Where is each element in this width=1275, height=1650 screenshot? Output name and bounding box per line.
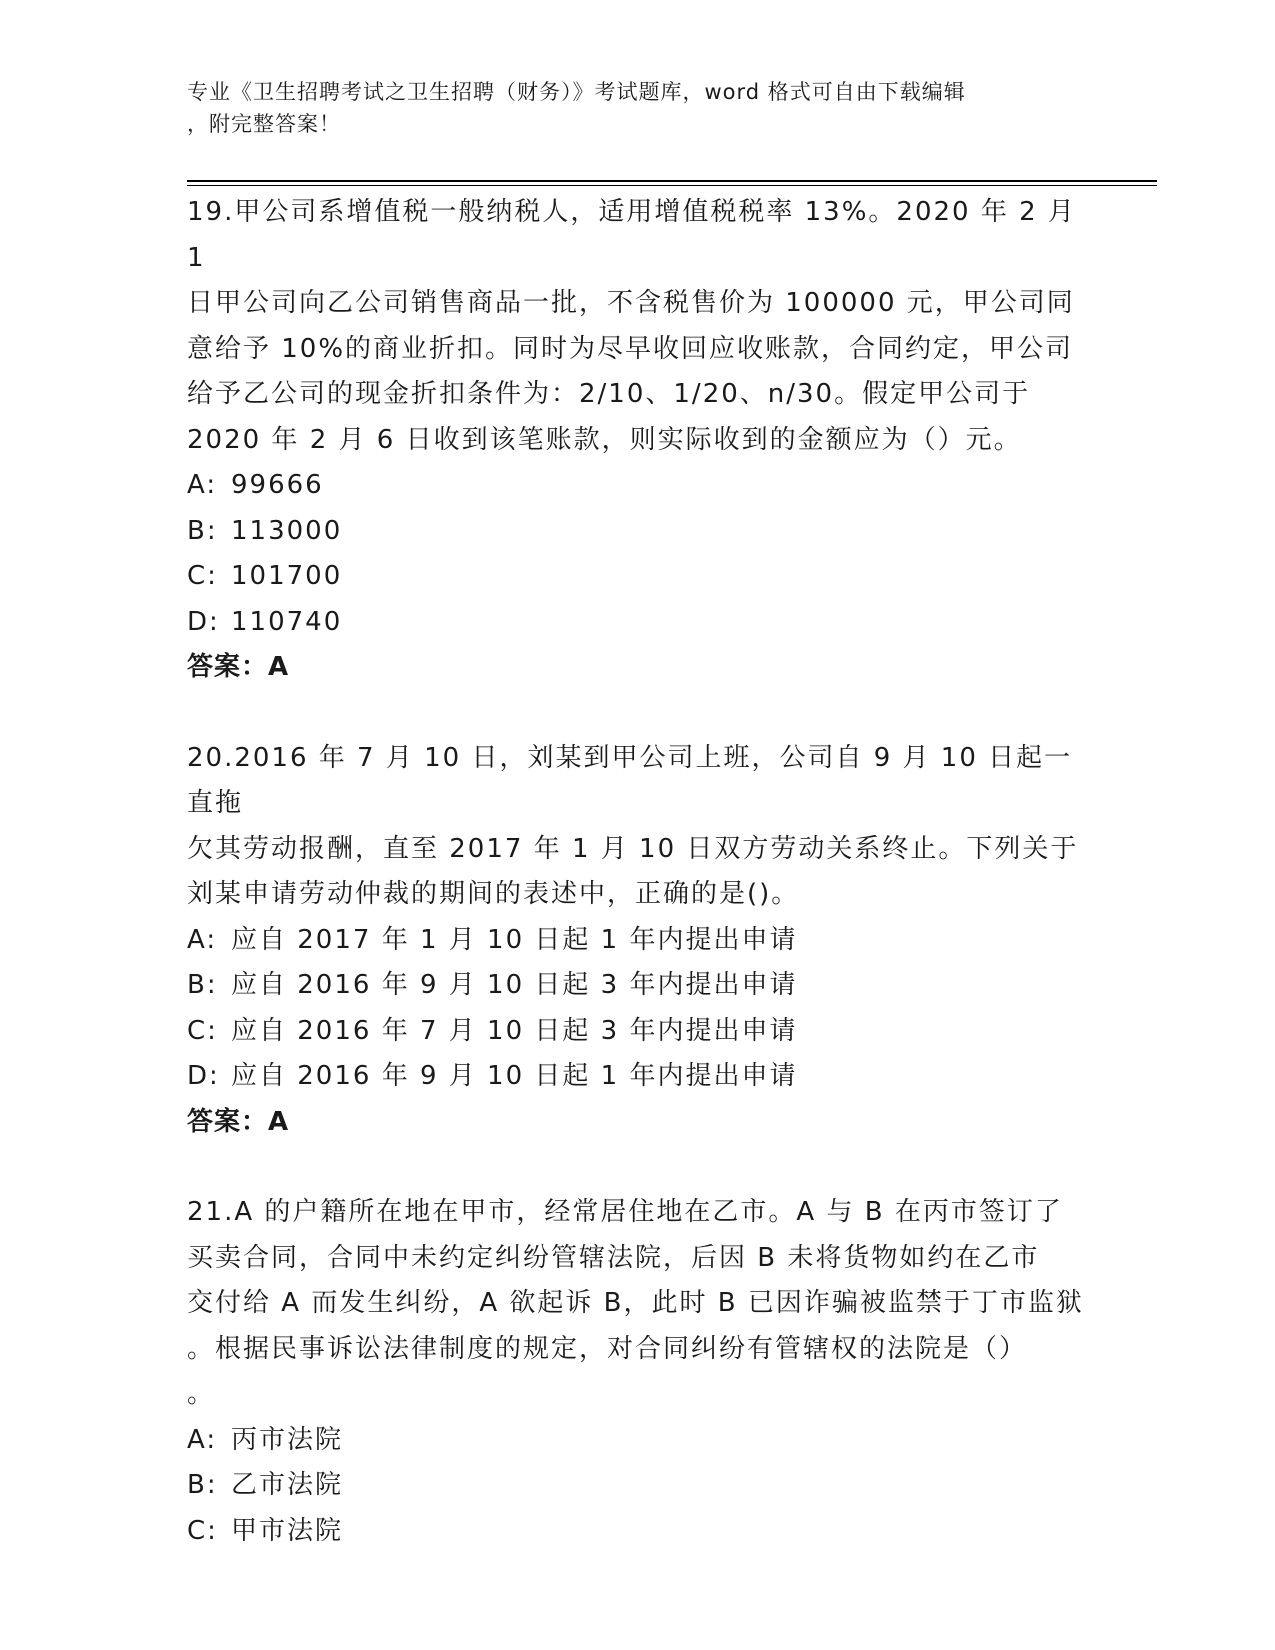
option-d [187, 600, 1087, 646]
question-text-line: 买卖合同，合同中未约定纠纷管辖法院，后因 B 未将货物如约在乙市 [187, 1242, 1040, 1273]
option-label: C: [187, 1515, 218, 1546]
question-text-line: 欠其劳动报酬，直至 2017 年 1 月 10 日双方劳动关系终止。下列关于 [187, 833, 1079, 864]
document-header [187, 76, 1087, 140]
spacer [187, 1145, 1087, 1190]
answer-line: 答案：A [187, 1106, 290, 1137]
question-19 [187, 190, 1087, 691]
question-text-line: 。根据民事诉讼法律制度的规定，对合同纠纷有管辖权的法院是（） [187, 1333, 1028, 1364]
option-label: C: [187, 1015, 218, 1046]
option-text: 应自 2016 年 7 月 10 日起 3 年内提出申请 [231, 1015, 798, 1046]
question-text-line: 19.甲公司系增值税一般纳税人，适用增值税税率 13%。2020 年 2 月 1 [187, 197, 1076, 273]
header-line-2: ，附完整答案！ [187, 112, 341, 136]
header-divider-thin [187, 185, 1157, 186]
question-text-line: 2020 年 2 月 6 日收到该笔账款，则实际收到的金额应为（）元。 [187, 424, 1022, 455]
question-text-line: 。 [187, 1379, 216, 1409]
option-label: D: [187, 1061, 220, 1091]
question-text-line: 日甲公司向乙公司销售商品一批，不含税售价为 100000 元，甲公司同 [187, 288, 1075, 318]
option-d [187, 1054, 1087, 1100]
question-20 [187, 736, 1087, 1146]
option-label: A: [187, 924, 218, 955]
option-text: 应自 2017 年 1 月 10 日起 1 年内提出申请 [231, 924, 798, 955]
option-label: B: [187, 515, 218, 546]
option-a [187, 1418, 1087, 1464]
option-text: 110740 [231, 606, 343, 637]
question-21 [187, 1190, 1087, 1554]
option-b [187, 509, 1087, 555]
option-b [187, 1463, 1087, 1509]
option-c [187, 1009, 1087, 1055]
option-text: 113000 [231, 515, 343, 546]
header-divider-thick [187, 180, 1157, 182]
question-text-line: 刘某申请劳动仲裁的期间的表述中，正确的是()。 [187, 879, 800, 909]
option-label: B: [187, 1470, 218, 1500]
option-text: 101700 [231, 561, 343, 591]
option-text: 丙市法院 [231, 1424, 344, 1455]
option-a [187, 463, 1087, 509]
option-label: D: [187, 606, 220, 637]
question-list [187, 190, 1087, 1554]
option-b [187, 963, 1087, 1009]
option-text: 甲市法院 [231, 1515, 344, 1546]
option-label: B: [187, 970, 218, 1000]
option-text: 乙市法院 [231, 1470, 344, 1500]
option-label: A: [187, 1424, 218, 1455]
option-text: 99666 [231, 470, 324, 500]
question-text-line: 意给予 10%的商业折扣。同时为尽早收回应收账款，合同约定，甲公司 [187, 333, 1074, 364]
answer-line: 答案：A [187, 652, 290, 682]
option-label: A: [187, 470, 218, 500]
option-c [187, 1509, 1087, 1555]
question-text-line: 交付给 A 而发生纠纷，A 欲起诉 B，此时 B 已因诈骗被监禁于丁市监狱 [187, 1288, 1084, 1318]
question-text-line: 21.A 的户籍所在地在甲市，经常居住地在乙市。A 与 B 在丙市签订了 [187, 1197, 1063, 1227]
option-c [187, 554, 1087, 600]
spacer [187, 691, 1087, 736]
option-text: 应自 2016 年 9 月 10 日起 3 年内提出申请 [231, 970, 798, 1000]
question-text-line: 给予乙公司的现金折扣条件为：2/10、1/20、n/30。假定甲公司于 [187, 379, 1031, 409]
option-label: C: [187, 561, 218, 591]
question-text-line: 20.2016 年 7 月 10 日，刘某到甲公司上班，公司自 9 月 10 日起一直拖 [187, 742, 1073, 818]
header-line-1: 专业《卫生招聘考试之卫生招聘（财务）》考试题库，word 格式可自由下载编辑 [187, 80, 966, 104]
option-a [187, 918, 1087, 964]
option-text: 应自 2016 年 9 月 10 日起 1 年内提出申请 [231, 1061, 798, 1091]
